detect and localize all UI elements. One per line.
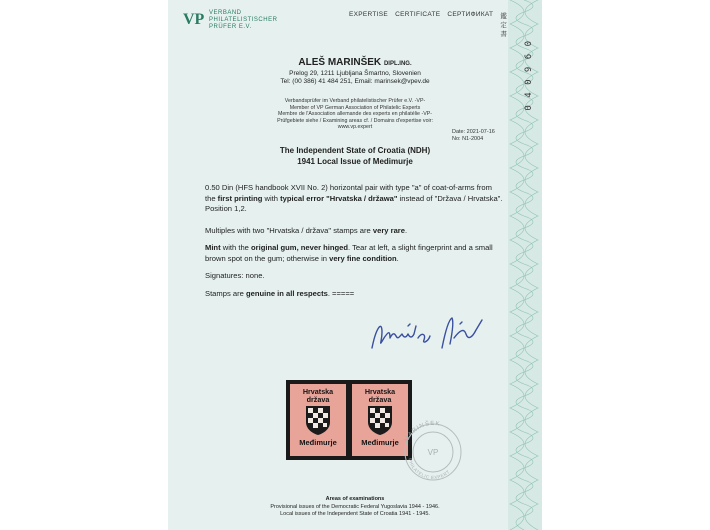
coat-of-arms-icon [304, 404, 332, 436]
expert-signature [368, 308, 488, 356]
certificate-date: Date: 2021-07-16 [452, 129, 495, 135]
footer-heading: Areas of examinations [325, 496, 385, 502]
issuer-address: Prelog 29, 1211 Ljubljana Šmartno, Slovenien [289, 70, 421, 77]
certificate-meta [452, 129, 495, 143]
issuer-name: ALEŠ MARINŠEK DIPL.ING. [298, 57, 412, 68]
examination-areas: Areas of examinations Provisional issues of the Democratic Federal Yugoslavia 1944 - 1946. Local issues of the Independent State of Croatia 1941 - 1945. [168, 496, 542, 519]
stamp-right: Hrvatska država Međimurje [352, 384, 408, 456]
certificate-number: 0 4 0 9 6 0 [524, 40, 534, 111]
issuer-title: DIPL.ING. [383, 61, 412, 67]
description-paragraph: 0.50 Din (HFS handbook XVII No. 2) horizontal pair with type "a" of coat-of-arms from the first printing with typical error "Hrvatska / držawa" instead of "Država / Hrvatska". Position 1,2. [205, 183, 503, 213]
expert-handstamp [396, 418, 470, 482]
certificate-header [183, 8, 508, 38]
association-text: Verbandsprüfer im Verband philatelistischer Prüfer e.V. -VP- Member of VP German Association of Philatelic Experts Membre de l'Association allemande des experts en philatélie -VP- Prüfgebiete siehe / Examining areas cf. / Domains d'expertise voir: www.vp.expert [277, 98, 433, 131]
label-certificate: CERTIFICATE [395, 11, 441, 18]
label-sertifikat: СЕРТИФИКАТ [447, 11, 494, 18]
coat-of-arms-icon [366, 404, 394, 436]
signatures-paragraph: Signatures: none. [205, 271, 265, 280]
label-kanteisho: 鑑定書 [500, 13, 508, 38]
svg-text:PHILATELIC EXPERT: PHILATELIC EXPERT [407, 457, 451, 481]
certificate-no: No: N1-2004 [452, 136, 484, 142]
genuine-paragraph: Stamps are genuine in all respects. ===== [205, 289, 355, 298]
condition-paragraph: Mint with the original gum, never hinged. Tear at left, a slight fingerprint and a small brown spot on the gum; otherwise in very fine condition. [205, 243, 493, 263]
label-expertise: EXPERTISE [349, 11, 389, 18]
logo-text: VERBAND PHILATELISTISCHER PRÜFER E.V. [209, 10, 278, 30]
vp-logo-icon [183, 8, 207, 28]
svg-text:VP: VP [183, 11, 205, 28]
stamp-left: Hrvatska država Međimurje [290, 384, 346, 456]
certificate-title: The Independent State of Croatia (NDH) 1941 Local Issue of Medimurje [279, 146, 431, 166]
stamp-pair-image [286, 380, 412, 460]
certificate-type-labels [349, 11, 507, 38]
svg-text:MARINŠEK: MARINŠEK [404, 420, 441, 443]
rarity-paragraph: Multiples with two "Hrvatska / država" stamps are very rare. [205, 226, 408, 235]
svg-text:VP: VP [427, 448, 439, 457]
issuer-contact: Tel: (00 386) 41 484 251, Email: marinsek@vpev.de [280, 78, 430, 85]
